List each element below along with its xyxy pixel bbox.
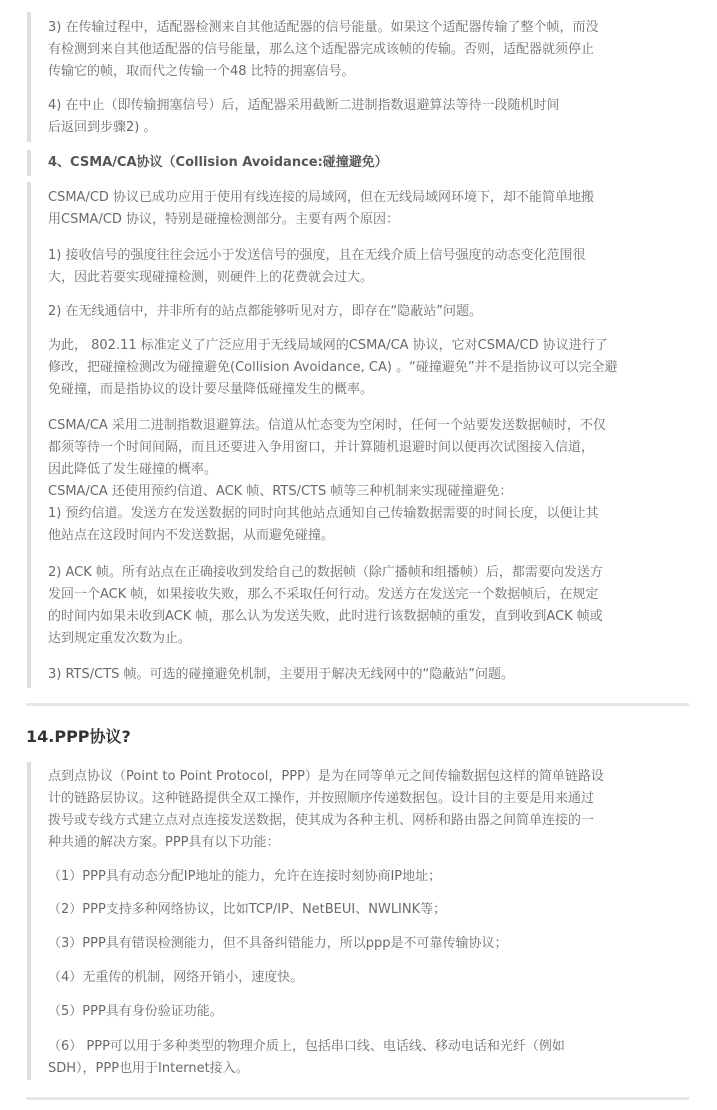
paragraph [48, 187, 680, 231]
text-line: SDH），PPP也用于Internet接入。 [48, 1061, 249, 1076]
text-line: 因此降低了发生碰撞的概率。 [48, 462, 218, 477]
section-divider [26, 703, 689, 706]
text-line: 有检测到来自其他适配器的信号能量，那么这个适配器完成该帧的传输。否则，适配器就须停止 [48, 42, 595, 57]
text-line: 2) ACK 帧。所有站点在正确接收到发给自己的数据帧（除广播帧和组播帧）后，都需要向发送方 [48, 565, 603, 580]
paragraph [48, 335, 680, 401]
text-line: 修改，把碰撞检测改为碰撞避免(Collision Avoidance, CA) 。“碰撞避免”并不是指协议可以完全避 [48, 360, 618, 375]
section-title: 14.PPP协议? [26, 727, 131, 746]
text-line: 2) 在无线通信中，并非所有的站点都能够听见对方，即存在“隐蔽站”问题。 [48, 304, 482, 319]
paragraph [48, 415, 680, 547]
text-line: 发回一个ACK 帧，如果接收失败，那么不采取任何行动。发送方在发送完一个数据帧后，在规定 [48, 587, 599, 602]
text-line: 1) 接收信号的强度往往会远小于发送信号的强度，且在无线介质上信号强度的动态变化范围很 [48, 248, 586, 263]
text-line: 1) 预约信道。发送方在发送数据的同时向其他站点通知自己传输数据需要的时间长度，以便让其 [48, 506, 599, 521]
list-item: （4）无重传的机制，网络开销小，速度快。 [48, 970, 304, 985]
text-line: 种共通的解决方案。PPP具有以下功能： [48, 835, 280, 850]
text-line: 拨号或专线方式建立点对点连接发送数据，使其成为各种主机、网桥和路由器之间简单连接的一 [48, 813, 595, 828]
text-line: 点到点协议（Point to Point Protocol，PPP）是为在同等单元之间传输数据包这样的简单链路设 [48, 769, 604, 784]
text-line: （6） PPP可以用于多种类型的物理介质上，包括串口线、电话线、移动电话和光纤（例如 [48, 1039, 565, 1054]
text-line: 为此， 802.11 标准定义了广泛应用于无线局域网的CSMA/CA 协议，它对CSMA/CD 协议进行了 [48, 338, 608, 353]
paragraph [48, 562, 680, 650]
list-item: （1）PPP具有动态分配IP地址的能力，允许在连接时刻协商IP地址； [48, 869, 442, 884]
text-line: CSMA/CA 还使用预约信道、ACK 帧、RTS/CTS 帧等三种机制来实现碰撞避免： [48, 484, 513, 499]
text-line: 达到规定重发次数为止。 [48, 631, 192, 646]
text-line: 免碰撞，而是指协议的设计要尽量降低碰撞发生的概率。 [48, 382, 374, 397]
list-item [48, 1036, 680, 1080]
text-line: 3) RTS/CTS 帧。可选的碰撞避免机制，主要用于解决无线网中的“隐蔽站”问题。 [48, 667, 515, 682]
list-item: （3）PPP具有错误检测能力，但不具备纠错能力，所以ppp是不可靠传输协议； [48, 936, 508, 951]
paragraph [48, 245, 680, 289]
text-line: 计的链路层协议。这种链路提供全双工操作，并按照顺序传递数据包。设计目的主要是用来通过 [48, 791, 595, 806]
text-line: CSMA/CA 采用二进制指数退避算法。信道从忙态变为空闲时，任何一个站要发送数据帧时，不仅 [48, 418, 606, 433]
text-line: 3) 在传输过程中，适配器检测来自其他适配器的信号能量。如果这个适配器传输了整个帧，而没 [48, 20, 599, 35]
paragraph [48, 17, 680, 83]
text-line: 大，因此若要实现碰撞检测，则硬件上的花费就会过大。 [48, 270, 374, 285]
paragraph [48, 301, 680, 323]
paragraph [48, 766, 680, 854]
text-line: 后返回到步骤2) 。 [48, 120, 157, 135]
text-line: 用CSMA/CD 协议，特别是碰撞检测部分。主要有两个原因： [48, 212, 400, 227]
text-line: 他站点在这段时间内不发送数据，从而避免碰撞。 [48, 528, 335, 543]
section-divider [26, 1097, 689, 1100]
paragraph [48, 664, 680, 686]
text-line: 传输它的帧，取而代之传输一个48 比特的拥塞信号。 [48, 64, 355, 79]
section-heading: 4、CSMA/CA协议（Collision Avoidance:碰撞避免） [48, 155, 388, 170]
text-line: 4) 在中止（即传输拥塞信号）后，适配器采用截断二进制指数退避算法等待一段随机时间 [48, 98, 560, 113]
list-item: （2）PPP支持多种网络协议，比如TCP/IP、NetBEUI、NWLINK等； [48, 902, 447, 917]
text-line: 都须等待一个时间间隔，而且还要进入争用窗口，并计算随机退避时间以便再次试图接入信道， [48, 440, 595, 455]
text-line: CSMA/CD 协议已成功应用于使用有线连接的局域网，但在无线局域网环境下，却不能简单地搬 [48, 190, 595, 205]
paragraph [48, 95, 680, 139]
text-line: 的时间内如果未收到ACK 帧，那么认为发送失败，此时进行该数据帧的重发，直到收到ACK 帧或 [48, 609, 603, 624]
list-item: （5）PPP具有身份验证功能。 [48, 1004, 223, 1019]
